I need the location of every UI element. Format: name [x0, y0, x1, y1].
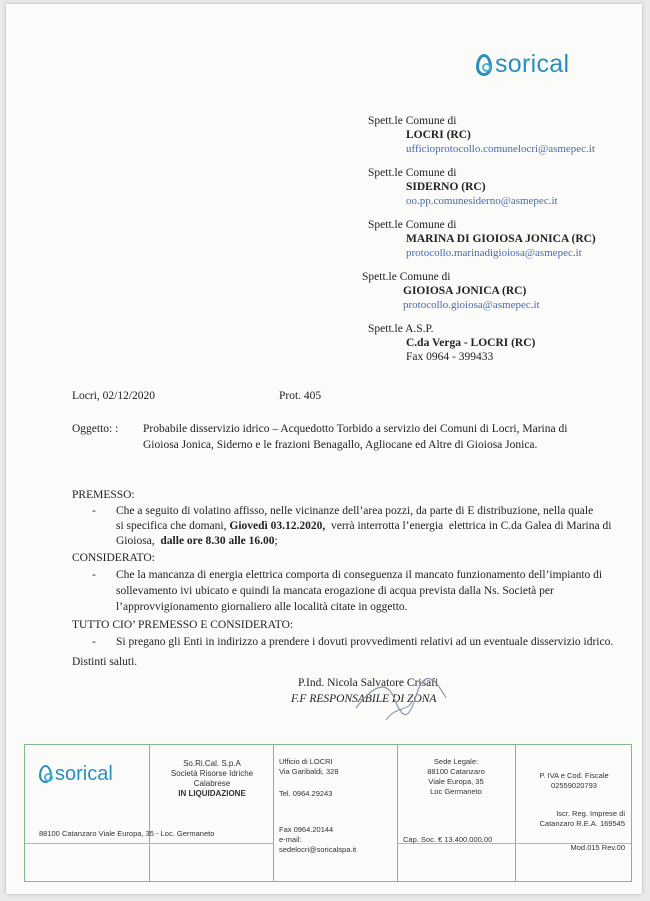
recipient-name: LOCRI (RC) — [406, 129, 471, 141]
recipient-name: SIDERNO (RC) — [406, 181, 486, 193]
recipient-pec[interactable]: protocollo.marinadigioiosa@asmepec.it — [406, 247, 582, 259]
text-run: Gioiosa, — [116, 535, 161, 547]
recipient-line1: Comune di — [405, 115, 457, 127]
signatory-name: P.Ind. Nicola Salvatore Crisafi — [298, 677, 439, 689]
closing: Distinti saluti. — [72, 656, 138, 668]
recipient-pec[interactable]: protocollo.gioiosa@asmepec.it — [403, 299, 540, 311]
recipient-line1: A.S.P. — [405, 323, 434, 335]
footer-legal-seat — [403, 757, 509, 797]
company-line: Calabrese — [193, 779, 231, 788]
signatory-role: F.F RESPONSABILE DI ZONA — [291, 693, 437, 705]
considerato-line-3: l’approvvigionamento giornaliero alle località citate in oggetto. — [116, 601, 408, 613]
recipient-prefix: Spett.le — [368, 219, 403, 231]
footer-vat — [521, 771, 627, 791]
text-run: si specifica che domani, — [116, 520, 230, 532]
footer-capital: Cap. Soc. € 13.400.000,00 — [403, 835, 493, 844]
recipient-prefix: Spett.le — [362, 271, 397, 283]
considerato-line-1: Che la mancanza di energia elettrica comporta di conseguenza il mancato funzionamento dell’impianto di — [116, 569, 603, 581]
subject-label: Oggetto: : — [72, 423, 119, 435]
text-run: verrà interrotta l’energia elettrica in C.da Galea di Marina di — [325, 520, 612, 532]
recipient-prefix: Spett.le — [368, 323, 403, 335]
company-line: Società Risorse Idriche — [170, 769, 254, 778]
recipient-line1: Comune di — [405, 167, 457, 179]
considerato-line-2: sollevamento ivi ubicato e quindi la mancata erogazione di acqua prevista dalla Ns. Società per — [116, 585, 554, 597]
recipient-marina-gioiosa — [368, 218, 596, 260]
recipient-pec[interactable]: oo.pp.comunesiderno@asmepec.it — [406, 195, 558, 207]
place-date: Locri, 02/12/2020 — [72, 390, 156, 402]
recipient-name: C.da Verga - LOCRI (RC) — [406, 337, 536, 349]
premesso-line-2 — [116, 519, 611, 535]
text-run: ; — [274, 535, 278, 547]
time-emphasis: dalle ore 8.30 alle 16.00 — [160, 535, 275, 547]
drop-icon — [39, 765, 52, 783]
considerato-heading: CONSIDERATO: — [72, 552, 155, 564]
office-address: Via Garibaldi, 328 — [279, 767, 339, 776]
recipient-line1: Comune di — [405, 219, 457, 231]
drop-icon — [476, 54, 492, 76]
letterhead-footer — [24, 744, 632, 882]
recipient-locri — [368, 114, 595, 156]
footer-register — [521, 809, 625, 853]
bullet-dash: - — [92, 569, 96, 581]
recipient-name: GIOIOSA JONICA (RC) — [403, 285, 527, 297]
footer-sorical-logo — [39, 765, 113, 783]
recipient-prefix: Spett.le — [368, 115, 403, 127]
vat-label: P. IVA e Cod. Fiscale — [539, 771, 609, 780]
recipient-asp — [368, 322, 535, 364]
office-phone: Tel. 0964.29243 — [279, 789, 333, 798]
protocol-number: Prot. 405 — [279, 390, 322, 402]
premesso-heading: PREMESSO: — [72, 489, 135, 501]
liquidation-status: IN LIQUIDAZIONE — [178, 789, 246, 798]
footer-brand-name: sorical — [55, 763, 113, 785]
legal-seat-line: Viale Europa, 35 — [428, 777, 484, 786]
recipient-name: MARINA DI GIOIOSA JONICA (RC) — [406, 233, 596, 245]
tutto-line-1: Si pregano gli Enti in indirizzo a prendere i dovuti provvedimenti relativi ad un eventuale disservizio idrico. — [116, 636, 614, 648]
subject-line-2: Gioiosa Jonica, Siderno e le frazioni Benagallo, Agliocane ed Altre di Gioiosa Jonica. — [143, 439, 538, 451]
footer-company — [157, 759, 267, 799]
company-name: So.Ri.Cal. S.p.A — [183, 759, 241, 768]
register-number: Catanzaro R.E.A. 169545 — [539, 819, 625, 828]
footer-divider — [515, 745, 516, 881]
brand-name: sorical — [495, 50, 570, 78]
letter-page — [6, 4, 642, 894]
footer-address: 88100 Catanzaro Viale Europa, 35 - Loc. Germaneto — [39, 829, 215, 838]
recipient-gioiosa — [362, 270, 540, 312]
footer-divider — [273, 745, 274, 881]
register-label: Iscr. Reg. Imprese di — [556, 809, 625, 818]
recipient-line1: Comune di — [399, 271, 451, 283]
office-email[interactable]: sedelocri@soricalspa.it — [279, 845, 357, 854]
footer-contact — [279, 825, 356, 855]
premesso-line-3 — [116, 534, 278, 550]
form-revision: Mod.015 Rev.00 — [570, 843, 625, 852]
date-emphasis: Giovedì 03.12.2020, — [229, 520, 326, 532]
recipient-fax: Fax 0964 - 399433 — [406, 351, 494, 363]
office-name: Ufficio di LOCRI — [279, 757, 333, 766]
recipient-pec[interactable]: ufficioprotocollo.comunelocri@asmepec.it — [406, 143, 595, 155]
recipient-prefix: Spett.le — [368, 167, 403, 179]
recipient-siderno — [368, 166, 558, 208]
subject-line-1: Probabile disservizio idrico – Acquedotto Torbido a servizio dei Comuni di Locri, Marina di — [143, 423, 568, 435]
legal-seat-line: 88100 Catanzaro — [427, 767, 485, 776]
email-label: e-mail: — [279, 835, 302, 844]
footer-office — [279, 757, 338, 799]
footer-rule — [25, 843, 273, 844]
office-fax: Fax 0964.20144 — [279, 825, 334, 834]
footer-divider — [397, 745, 398, 881]
legal-seat-label: Sede Legale: — [433, 757, 479, 766]
footer-divider — [149, 745, 150, 881]
bullet-dash: - — [92, 505, 96, 517]
sorical-logo — [476, 50, 569, 79]
handwritten-signature — [346, 668, 456, 728]
premesso-line-1: Che a seguito di volatino affisso, nelle vicinanze dell’area pozzi, da parte di E distribuzione, nella quale — [116, 505, 594, 517]
tutto-heading: TUTTO CIO’ PREMESSO E CONSIDERATO: — [72, 619, 294, 631]
bullet-dash: - — [92, 636, 96, 648]
vat-number: 02559020793 — [551, 781, 597, 790]
legal-seat-line: Loc Germaneto — [430, 787, 482, 796]
